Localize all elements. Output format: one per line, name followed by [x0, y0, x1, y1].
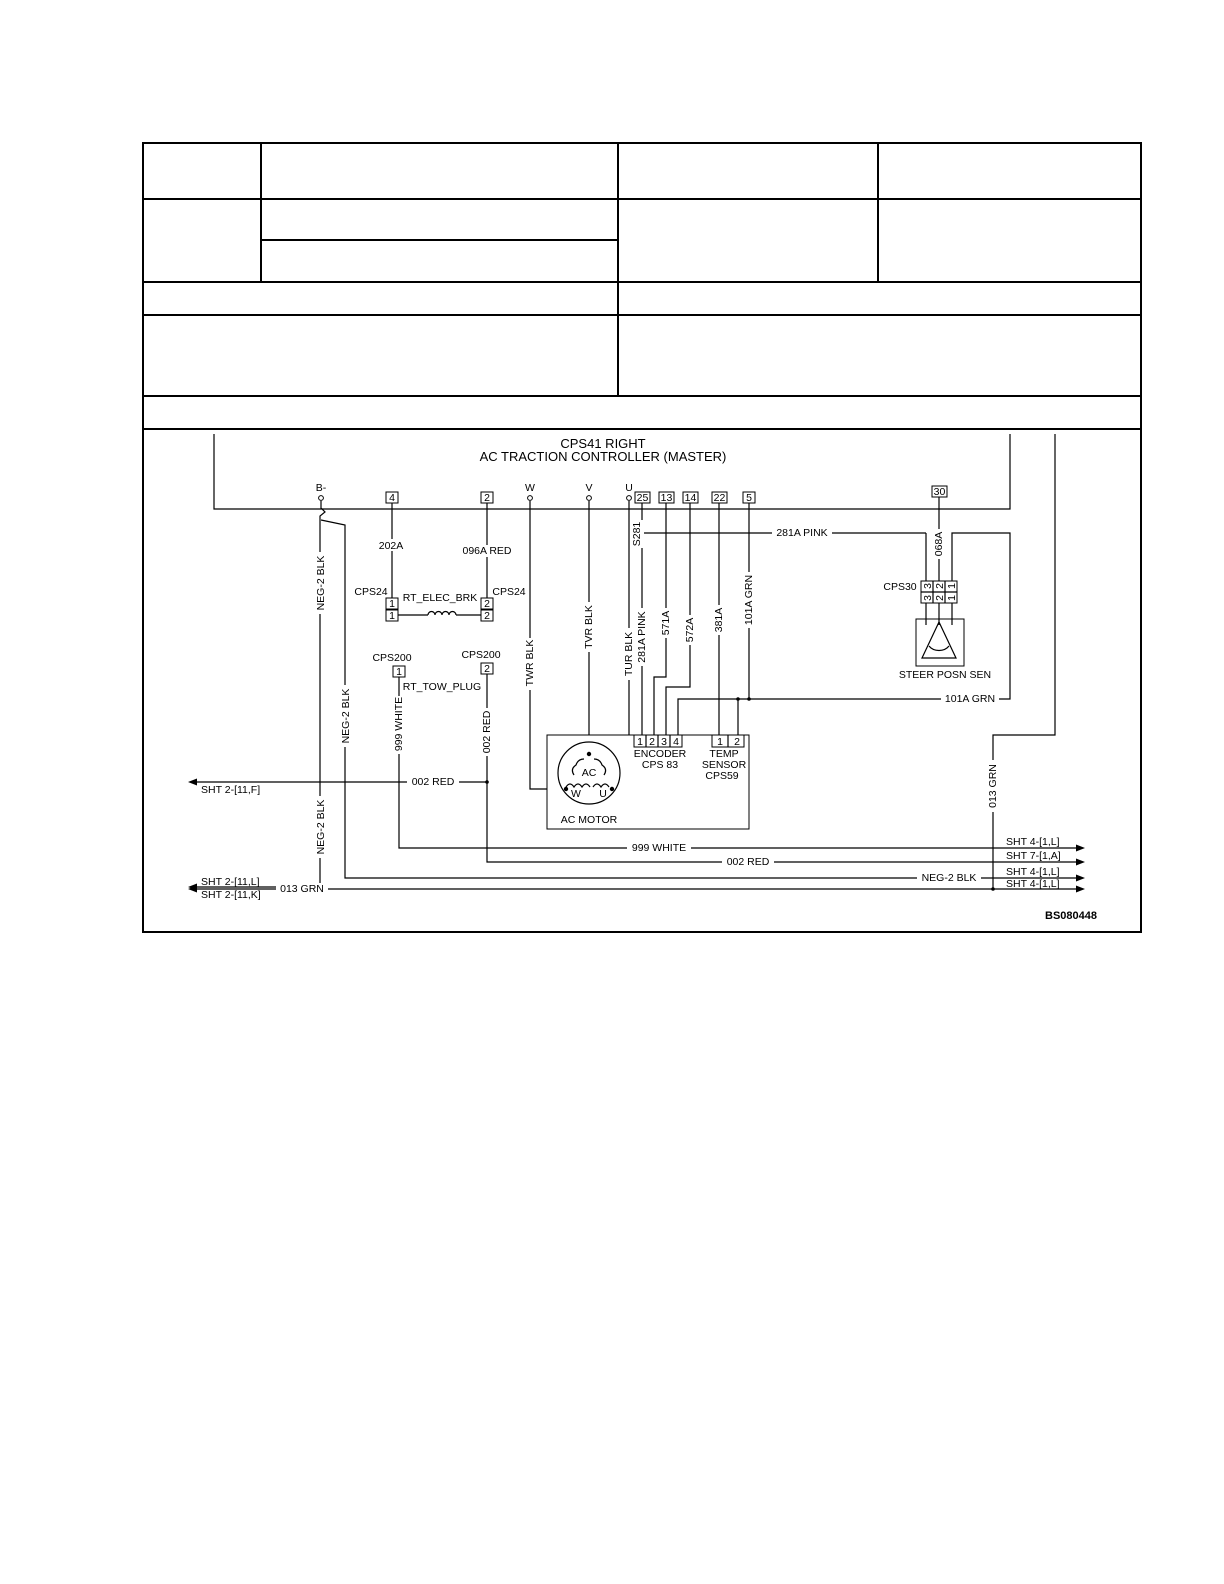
- brake-pin-2b: 2: [484, 610, 490, 622]
- wire-002-red-right: 002 RED: [726, 856, 770, 868]
- encoder-id: CPS 83: [641, 759, 679, 771]
- cps200-left-label: CPS200: [372, 652, 412, 664]
- tow-pin-2: 2: [484, 663, 490, 675]
- steering-sensor: [883, 581, 991, 681]
- wire-202a: 202A: [378, 540, 404, 552]
- pin-14-label: 14: [684, 492, 697, 504]
- pin-25-label: 25: [636, 492, 649, 504]
- wire-013-grn-vertical: 013 GRN: [987, 764, 999, 808]
- arrow-right-sht7: [1076, 859, 1085, 866]
- temp-pin-1: 1: [717, 736, 723, 748]
- ref-sht4-a: SHT 4-[1,L]: [1006, 836, 1060, 848]
- pin-4-label: 4: [389, 492, 395, 504]
- wire-281a-pink-horizontal: 281A PINK: [776, 527, 828, 539]
- brake-pin-2a: 2: [484, 598, 490, 610]
- wire-571a: 571A: [660, 610, 672, 636]
- wire-s281: S281: [631, 521, 643, 547]
- wire-tvr-blk: TVR BLK: [583, 605, 595, 649]
- wire-002-red-vertical: 002 RED: [481, 710, 493, 754]
- motor-ac-label: AC: [581, 767, 597, 779]
- temp-label-1: TEMP: [709, 748, 739, 760]
- tow-plug-label: RT_TOW_PLUG: [402, 681, 482, 693]
- pin-w-label: W: [525, 482, 535, 494]
- brake-label: RT_ELEC_BRK: [402, 592, 478, 604]
- temp-label-2: SENSOR: [701, 759, 747, 771]
- pin-2-label: 2: [484, 492, 490, 504]
- encoder-pin-4: 4: [673, 736, 679, 748]
- brake-circuit: [354, 503, 525, 622]
- steer-sensor-label: STEER POSN SEN: [898, 669, 992, 681]
- controller-box: [214, 434, 1010, 509]
- encoder-pin-1: 1: [637, 736, 643, 748]
- pin-30-label: 30: [933, 486, 946, 498]
- wire-101a-grn-horizontal: 101A GRN: [944, 693, 996, 705]
- motor-u-label: U: [599, 788, 607, 800]
- encoder-pin-3: 3: [661, 736, 667, 748]
- brake-coil-icon: [428, 612, 456, 616]
- cps30-pin-3a: 3: [922, 583, 934, 589]
- wire-999-white-horizontal: 999 WHITE: [631, 842, 687, 854]
- encoder-wiring: [631, 497, 1010, 735]
- wire-neg2-blk-c: NEG-2 BLK: [315, 799, 327, 855]
- wire-381a: 381A: [713, 607, 725, 633]
- wire-281a-pink-vertical: 281A PINK: [636, 611, 648, 663]
- wire-572a: 572A: [684, 617, 696, 643]
- ref-sht4-b: SHT 4-[1,L]: [1006, 866, 1060, 878]
- encoder-label: ENCODER: [633, 748, 687, 760]
- wire-neg2-blk-a: NEG-2 BLK: [315, 555, 327, 611]
- wire-neg2-blk-b: NEG-2 BLK: [340, 688, 352, 744]
- ref-sht7: SHT 7-[1,A]: [1006, 850, 1061, 862]
- encoder-pin-2: 2: [649, 736, 655, 748]
- motor-assembly: [547, 735, 749, 829]
- pin-v-label: V: [585, 482, 593, 494]
- pin-u-label: U: [625, 482, 633, 494]
- wire-101a-grn-vertical: 101A GRN: [743, 574, 755, 626]
- cps24-right-label: CPS24: [492, 586, 526, 598]
- cps30-pin-1b: 1: [946, 595, 958, 601]
- arrow-right-sht4-b: [1076, 875, 1085, 882]
- controller-pins: [316, 482, 947, 504]
- cps200-right-label: CPS200: [461, 649, 501, 661]
- ref-sht2-11k: SHT 2-[11,K]: [201, 889, 261, 901]
- controller-description: AC TRACTION CONTROLLER (MASTER): [479, 449, 727, 464]
- arrow-right-sht4-c: [1076, 886, 1085, 893]
- temp-pin-2: 2: [734, 736, 740, 748]
- arrow-left-sht2-f: [188, 779, 197, 786]
- wire-013-grn-horizontal: 013 GRN: [280, 883, 324, 895]
- wire-twr-blk: TWR BLK: [524, 639, 536, 687]
- cps30-pin-2a: 2: [934, 583, 946, 589]
- cps30-pin-3b: 3: [922, 595, 934, 601]
- pin-b-neg-label: B-: [315, 482, 327, 494]
- wire-neg2-blk-d: NEG-2 BLK: [921, 872, 977, 884]
- temp-sensor-id: CPS59: [705, 770, 739, 782]
- arrow-right-sht4-a: [1076, 845, 1085, 852]
- cps30-pin-1a: 1: [946, 583, 958, 589]
- wire-096a-red: 096A RED: [462, 545, 512, 557]
- wire-068a: 068A: [933, 531, 945, 557]
- controller-name: CPS41 RIGHT: [560, 436, 646, 451]
- ref-sht2-11f: SHT 2-[11,F]: [201, 784, 261, 796]
- brake-pin-1a: 1: [389, 598, 395, 610]
- wire-999-white-vertical: 999 WHITE: [393, 696, 405, 752]
- tow-pin-1: 1: [396, 666, 402, 678]
- motor-w-label: W: [571, 788, 581, 800]
- wire-tur-blk: TUR BLK: [623, 631, 635, 677]
- pin-13-label: 13: [660, 492, 673, 504]
- ref-sht4-c: SHT 4-[1,L]: [1006, 878, 1060, 890]
- cps24-left-label: CPS24: [354, 586, 388, 598]
- drawing-id: BS080448: [1045, 910, 1097, 922]
- ac-motor-label: AC MOTOR: [560, 814, 618, 826]
- pin-5-label: 5: [746, 492, 752, 504]
- cps30-pin-2b: 2: [934, 595, 946, 601]
- wire-002-red-left: 002 RED: [411, 776, 455, 788]
- cps30-label: CPS30: [883, 581, 917, 593]
- brake-pin-1b: 1: [389, 610, 395, 622]
- ref-sht2-11l: SHT 2-[11,L]: [201, 876, 260, 888]
- pin-22-label: 22: [713, 492, 726, 504]
